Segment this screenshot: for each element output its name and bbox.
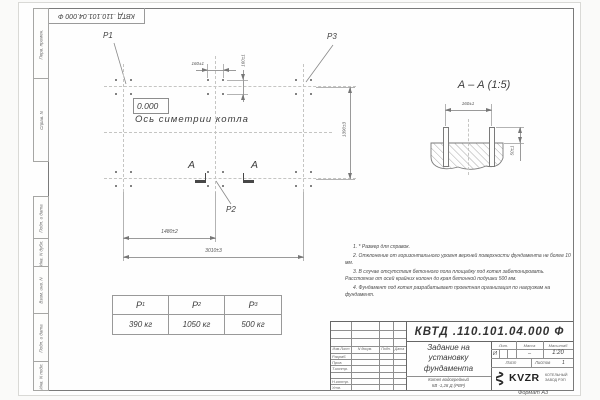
dim-arrow bbox=[445, 108, 451, 112]
load-table-value-p3: 500 кг bbox=[241, 320, 265, 329]
load-label-p2: P2 bbox=[226, 205, 236, 214]
tb-line bbox=[331, 384, 406, 385]
logo-caption-line: КОТЕЛЬНЫЙ bbox=[545, 373, 568, 377]
load-label-p3: P3 bbox=[327, 32, 337, 41]
symmetry-axis-label: Ось симетрии котла bbox=[135, 114, 249, 125]
margin-label-text: Справ. N bbox=[38, 110, 44, 130]
p1-leader-line bbox=[114, 43, 126, 84]
tb-line bbox=[491, 358, 573, 359]
tb-scale-header: Масштаб bbox=[548, 342, 568, 348]
elevation-value: 0.000 bbox=[137, 101, 159, 111]
note-1: 1. * Размер для справок. bbox=[353, 244, 411, 250]
tb-line bbox=[491, 367, 573, 368]
technical-notes bbox=[345, 244, 571, 301]
section-cut-mark-right bbox=[243, 180, 254, 183]
kvzr-logo-caption bbox=[545, 373, 568, 382]
tb-line bbox=[393, 322, 394, 390]
load-table-value-p1: 390 кг bbox=[113, 315, 169, 334]
title-line: фундамента bbox=[423, 363, 474, 373]
anchor-bolt-group-bottom-middle bbox=[207, 171, 224, 187]
p3-leader-line bbox=[306, 45, 333, 82]
dim-arrow bbox=[348, 87, 352, 93]
p-sub: 1 bbox=[141, 302, 146, 308]
tb-doc-number-cell bbox=[406, 322, 573, 341]
anchor-bolt-group-bottom-right bbox=[295, 171, 312, 187]
title-line: Задание на bbox=[427, 342, 470, 352]
anchor-bolt-group-top-left bbox=[115, 79, 132, 95]
anchor-bolt-section-right bbox=[489, 127, 495, 167]
p-sub: 2 bbox=[197, 302, 202, 308]
kvzr-logo-text: KVZR bbox=[509, 372, 540, 384]
dim-arrow bbox=[123, 236, 129, 240]
tb-document-title bbox=[406, 341, 491, 376]
dim-arrow bbox=[518, 137, 522, 143]
dim-text-1390: 1390±3 bbox=[341, 122, 347, 137]
tb-line bbox=[331, 372, 406, 373]
tb-line bbox=[331, 338, 406, 339]
section-view-title: А – А (1:5) bbox=[457, 79, 511, 91]
load-label-p1: P1 bbox=[103, 31, 113, 40]
tb-mass-value: – bbox=[527, 350, 532, 357]
p-sub: 3 bbox=[254, 302, 258, 308]
dim-arrow bbox=[486, 108, 492, 112]
tb-doc-number: КВТД .110.101.04.000 Ф bbox=[414, 325, 565, 338]
dim-arrow bbox=[210, 236, 216, 240]
tb-sheet-label: Лист bbox=[505, 360, 517, 365]
margin-label-text: Подп. и дата bbox=[38, 323, 44, 353]
tb-line bbox=[507, 349, 508, 358]
section-letter-right: А bbox=[251, 159, 259, 171]
p-base: P bbox=[135, 300, 142, 310]
dim-arrow bbox=[202, 68, 208, 72]
tb-line bbox=[351, 322, 352, 390]
sig-label-tkontr: Т.контр. bbox=[332, 366, 349, 371]
load-table bbox=[112, 295, 282, 335]
format-label: Формат А3 bbox=[518, 390, 549, 396]
margin-label-text: Инв. N подл. bbox=[38, 362, 44, 390]
dim-line-3010 bbox=[123, 257, 304, 258]
dim-text-3010: 3010±3 bbox=[205, 248, 222, 254]
product-line: КВ -1,28 Д (РВР) bbox=[431, 383, 466, 388]
rev-header-podp: Подп. bbox=[381, 347, 391, 351]
load-table-header-p2 bbox=[169, 296, 225, 315]
section-letter-left: А bbox=[188, 159, 196, 171]
tb-sheets-label: Листов bbox=[535, 360, 551, 365]
p-base: P bbox=[191, 300, 198, 310]
dim-text-50: 50±1 bbox=[509, 145, 515, 156]
dim-arrow bbox=[241, 74, 245, 80]
dim-line-1480 bbox=[123, 238, 216, 239]
margin-label-text: Инв. N дубл. bbox=[38, 239, 44, 267]
anchor-bolt-section-left bbox=[443, 127, 449, 167]
rev-header-data: Дата bbox=[394, 347, 405, 351]
note-3: 3. В случае отсутствия бетонного пола площадку под котел забетонировать. Расстояние от осей крайних колонн до края бетонной подушки 500 мм. bbox=[345, 268, 545, 282]
dim-text-section-160: 160±1 bbox=[461, 101, 475, 106]
tb-sheets-value: 1 bbox=[562, 359, 565, 366]
extension-line bbox=[316, 179, 355, 180]
title-line: установку bbox=[428, 353, 469, 363]
boiler-symmetry-axis-line bbox=[104, 132, 332, 133]
kvzr-coil-icon bbox=[496, 371, 508, 386]
title-block bbox=[330, 321, 573, 390]
dim-text-1480: 1480±2 bbox=[161, 229, 178, 235]
dim-text-160-v: 160±1 bbox=[240, 54, 246, 67]
p-base: P bbox=[248, 300, 255, 310]
tb-line bbox=[499, 349, 500, 358]
margin-label-text: Взам. инв. N bbox=[38, 277, 44, 304]
rev-header-izm-list: Изм.Лист bbox=[332, 347, 350, 351]
tb-mass-header: Масса bbox=[523, 342, 536, 348]
extension-line bbox=[227, 80, 248, 81]
tb-line bbox=[331, 330, 406, 331]
margin-label-text: Перв. примен. bbox=[38, 29, 44, 59]
anchor-bolt-group-bottom-left bbox=[115, 171, 132, 187]
section-cut-mark-left-tick bbox=[205, 173, 206, 180]
sig-label-utv: Утв. bbox=[332, 384, 342, 390]
section-cut-mark-left bbox=[195, 180, 206, 183]
sig-label-razrab: Разраб. bbox=[332, 353, 347, 359]
note-2: 2. Отклонение от горизонтального уровня верхней поверхности фундамента не более 10 мм. bbox=[345, 252, 571, 266]
load-table-header-p1 bbox=[113, 296, 169, 315]
dim-line-1390 bbox=[350, 87, 351, 179]
rev-header-n-dokum: N докум. bbox=[357, 347, 373, 351]
load-table-header-p3 bbox=[225, 296, 281, 315]
load-table-value-p2: 1050 кг bbox=[169, 315, 225, 334]
sig-label-nkontr: Н.контр. bbox=[332, 378, 349, 384]
tb-scale-value: 1:20 bbox=[552, 350, 564, 356]
dim-arrow bbox=[123, 255, 129, 259]
tb-product-name bbox=[406, 376, 491, 390]
dim-text-160-h: 160±1 bbox=[191, 61, 204, 66]
dim-arrow bbox=[298, 255, 304, 259]
margin-label-text: Подп. и дата bbox=[38, 203, 44, 233]
dim-arrow bbox=[241, 94, 245, 100]
tb-lit-header: Лит. bbox=[498, 342, 509, 348]
logo-caption-line: ЗАВОД РЭП bbox=[545, 377, 566, 382]
anchor-bolt-group-top-right bbox=[295, 79, 312, 95]
section-cut-mark-right-tick bbox=[243, 173, 244, 180]
section-centerline bbox=[468, 119, 469, 175]
elevation-box bbox=[133, 98, 169, 114]
doc-number-rotated: КВТД .110.101.04.000 Ф bbox=[57, 12, 135, 19]
note-4: 4. Фундамент под котел разрабатывает проектная организация по нагрузкам на фундамент. bbox=[345, 284, 551, 298]
tb-line bbox=[531, 358, 532, 367]
anchor-bolt-group-top-middle bbox=[207, 79, 224, 95]
tb-line bbox=[379, 322, 380, 390]
dim-line-section-160 bbox=[445, 110, 492, 111]
product-line: Котел водогрейный bbox=[428, 377, 469, 383]
sig-label-prov: Пров. bbox=[332, 359, 343, 365]
dim-arrow bbox=[518, 127, 522, 133]
dim-arrow bbox=[348, 173, 352, 179]
tb-lit-value: И bbox=[493, 350, 497, 357]
dim-arrow bbox=[223, 68, 229, 72]
